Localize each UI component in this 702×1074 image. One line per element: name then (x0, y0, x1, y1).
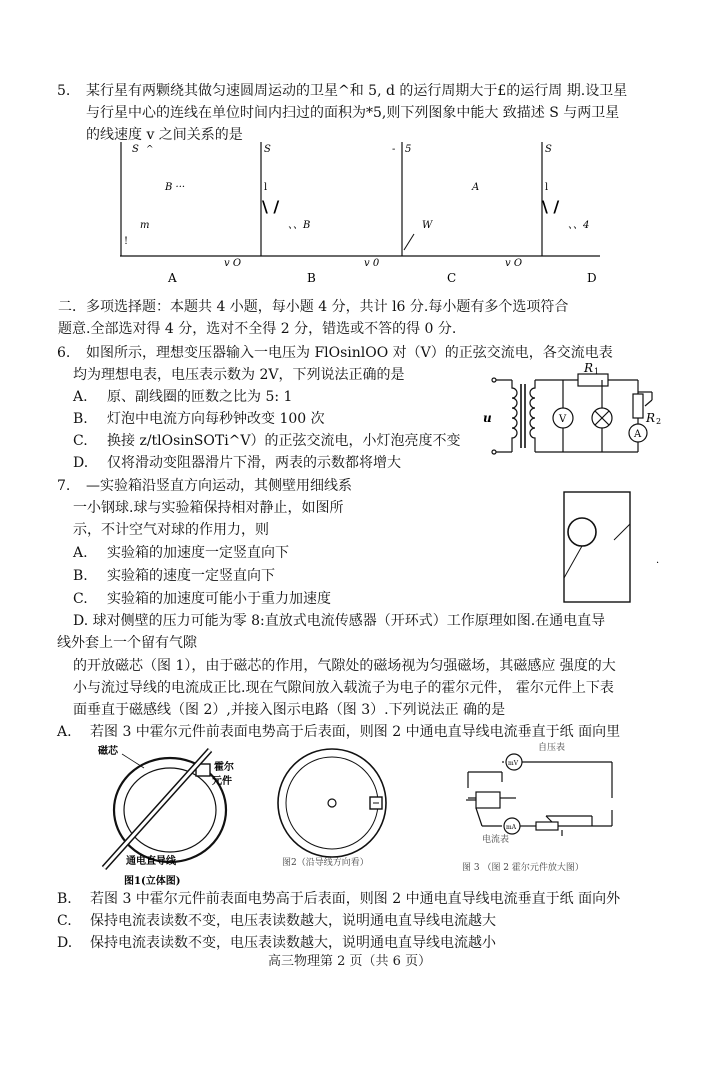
fig1-hall-label-2: 元件 (212, 776, 232, 787)
experiment-box (564, 492, 630, 602)
q7-option-a-text: 实验箱的加速度一定竖直向下 (107, 545, 289, 561)
fig3-ammeter-label: 电流表 (482, 835, 510, 845)
r1-label: R (584, 361, 594, 375)
q7-option-b-letter: B. (73, 568, 88, 584)
q8-stem-line-2: 的开放磁芯（图 1），由于磁芯的作用，气隙处的磁场视为匀强磁场，其磁感应 强度的大 (73, 658, 616, 674)
r1-sub: 1 (594, 367, 600, 376)
graph-b-letter: B (307, 271, 316, 285)
r2-rheostat (633, 394, 643, 418)
graph-d-mark-v: \ / (542, 197, 560, 216)
q5-number: 5. (57, 83, 71, 99)
q8-figure-1 (92, 740, 242, 890)
graph-c-mark-a: A (472, 182, 480, 193)
q7-option-a-letter: A. (73, 545, 88, 561)
fig1-wire-label: 通电直导线 (126, 856, 176, 867)
q7-number: 7. (57, 478, 71, 494)
q6-option-b-text: 灯泡中电流方向每秒钟改变 100 次 (107, 411, 325, 427)
u-label: u (483, 411, 492, 425)
q8-option-c-letter: C. (57, 913, 72, 929)
q6-stem-line-2: 均为理想电表，电压表示数为 2V，下列说法正确的是 (73, 367, 405, 383)
graph-c-letter: C (447, 271, 457, 285)
fig3-ma-meter: mA (506, 824, 517, 831)
q6-number: 6. (57, 345, 71, 361)
svg-text:·: · (656, 558, 660, 569)
steel-ball (568, 518, 596, 546)
q6-option-d-text: 仅将滑动变阻器滑片下滑，两表的示数都将增大 (107, 455, 401, 471)
q8-figure-3 (462, 740, 638, 875)
q5-graph-b (261, 142, 395, 285)
q6-stem-line-1: 如图所示，理想变压器输入一电压为 FlOsinlOO 对（V）的正弦交流电，各交流电表 (86, 345, 613, 361)
graph-c-y-label: 5 (405, 144, 412, 155)
fig1-core-label: 磁芯 (98, 746, 118, 757)
graph-b-mark-v: \ / (262, 197, 280, 216)
graph-d-letter: D (587, 271, 597, 285)
q6-option-d-letter: D. (73, 455, 89, 471)
q7-option-c-letter: C. (73, 591, 88, 607)
section2-line-2: 题意.全部选对得 4 分，选对不全得 2 分，错选或不答的得 0 分. (58, 321, 457, 337)
q8-option-a-text: 若图 3 中霍尔元件前表面电势高于后表面，则图 2 中通电直导线电流垂直于纸 面向里 (90, 724, 621, 740)
q6-option-b-letter: B. (73, 411, 88, 427)
q7-stem-line-1: —实验箱沿竖直方向运动，其侧壁用细线系 (86, 478, 352, 494)
q5-stem-line-2: 与行星中心的连线在单位时间内扫过的面积为*5,则下列图象中能大 致描述 S 与两卫星 (86, 105, 620, 121)
q8-option-d-text: 保持电流表读数不变，电压表读数越大，说明通电直导线电流越小 (90, 935, 496, 951)
graph-d-mark-l: l (545, 182, 549, 193)
q7-stem-line-2: 一小钢球.球与实验箱保持相对静止，如图所 (73, 500, 344, 516)
fig1-hall-label-1: 霍尔 (214, 762, 234, 773)
q7-option-c-text: 实验箱的加速度可能小于重力加速度 (107, 591, 331, 607)
ammeter-label: A (634, 429, 642, 440)
page-footer: 高三物理第 2 页（共 6 页） (268, 954, 432, 969)
graph-a-letter: A (168, 271, 177, 285)
graph-b-axis-label: v 0 (364, 258, 380, 269)
fig1-caption: 图1(立体图) (124, 876, 181, 887)
fig3-mv-meter: mV (508, 760, 519, 767)
graph-b-y-label: S (264, 144, 271, 155)
graph-b-mark-l: l (264, 182, 268, 193)
q8-stem-line-3: 小与流过导线的电流成正比.现在气隙间放入载流子为电子的霍尔元件， 霍尔元件上下表 (73, 680, 614, 696)
secondary-coil (530, 380, 535, 452)
graph-a-mark-m: m (140, 220, 150, 231)
q5-stem-line-1: 某行星有两颗绕其做匀速圆周运动的卫星^和 5, d 的运行周期大于£的运行周 期.设卫星 (86, 83, 628, 99)
r2-sub: 2 (656, 417, 662, 426)
q5-graphs (110, 140, 610, 290)
section2-line-1: 二．多项选择题：本题共 4 小题，每小题 4 分，共计 l6 分.每小题有多个选项符合 (58, 299, 569, 315)
q5-stem-line-3: 的线速度 v 之间关系的是 (86, 127, 243, 143)
graph-c-mark-w: W (422, 220, 433, 231)
q5-graph-a (121, 142, 241, 285)
q8-option-d-letter: D. (57, 935, 73, 951)
q8-option-a-letter: A. (57, 724, 72, 740)
thread (614, 524, 630, 540)
graph-b-mark-dash: - (392, 144, 396, 155)
graph-b-mark-b: 、、B (288, 220, 311, 231)
q6-option-a-letter: A. (73, 389, 88, 405)
graph-d-mark-4: 、、4 (568, 220, 590, 231)
q8-option-c-text: 保持电流表读数不变，电压表读数越大，说明通电直导线电流越大 (90, 913, 496, 929)
thread-to-wall (564, 546, 582, 578)
graph-a-mark-b: B ··· (165, 182, 186, 193)
wire-cross-section (328, 799, 336, 807)
q6-option-c-text: 换接 z/tlOsinSOTi^V）的正弦交流电，小灯泡亮度不变 (107, 433, 461, 449)
graph-d-y-label: S (545, 144, 552, 155)
q7-option-b-text: 实验箱的速度一定竖直向下 (107, 568, 275, 584)
voltmeter-label: V (559, 414, 567, 425)
graph-a-mark-caret: ^ (146, 145, 154, 155)
q8-option-b-letter: B. (57, 891, 72, 907)
fig3-caption: 图 3 （图 2 霍尔元件放大图） (462, 863, 584, 873)
fig2-caption: 图2（沿导线方向看） (282, 858, 369, 868)
q6-circuit-diagram (480, 360, 668, 470)
q6-option-c-letter: C. (73, 433, 88, 449)
q7-experiment-box-figure (560, 490, 680, 608)
q5-graph-d (542, 142, 597, 285)
graph-a-axis-label: v O (224, 258, 242, 269)
graph-a-mark-excl: ! (124, 236, 129, 247)
q6-option-a-text: 原、副线圈的匝数之比为 5: 1 (107, 389, 293, 405)
q8-stem-line-1: 线外套上一个留有气隙 (57, 635, 197, 651)
q8-option-b-text: 若图 3 中霍尔元件前表面电势高于后表面，则图 2 中通电直导线电流垂直于纸 面向外 (90, 891, 621, 907)
q5-graph-c (402, 142, 522, 285)
q7-option-d-line: D. 球对侧壁的压力可能为零 8:直放式电流传感器（开环式）工作原理如图.在通电直导 (73, 613, 606, 629)
graph-c-curve-stub (404, 234, 414, 250)
graph-c-axis-label: v O (505, 258, 523, 269)
primary-coil (512, 380, 517, 452)
q8-figure-2 (272, 745, 412, 870)
r2-label: R (646, 411, 656, 425)
graph-a-y-label: S (132, 144, 139, 155)
q8-stem-line-4: 面垂直于磁感线（图 2）,并接入图示电路（图 3）.下列说法正 确的是 (73, 702, 506, 718)
r1-resistor (578, 374, 608, 386)
q7-stem-line-3: 示，不计空气对球的作用力，则 (73, 522, 269, 538)
fig3-voltmeter-label: 自压表 (538, 743, 566, 753)
